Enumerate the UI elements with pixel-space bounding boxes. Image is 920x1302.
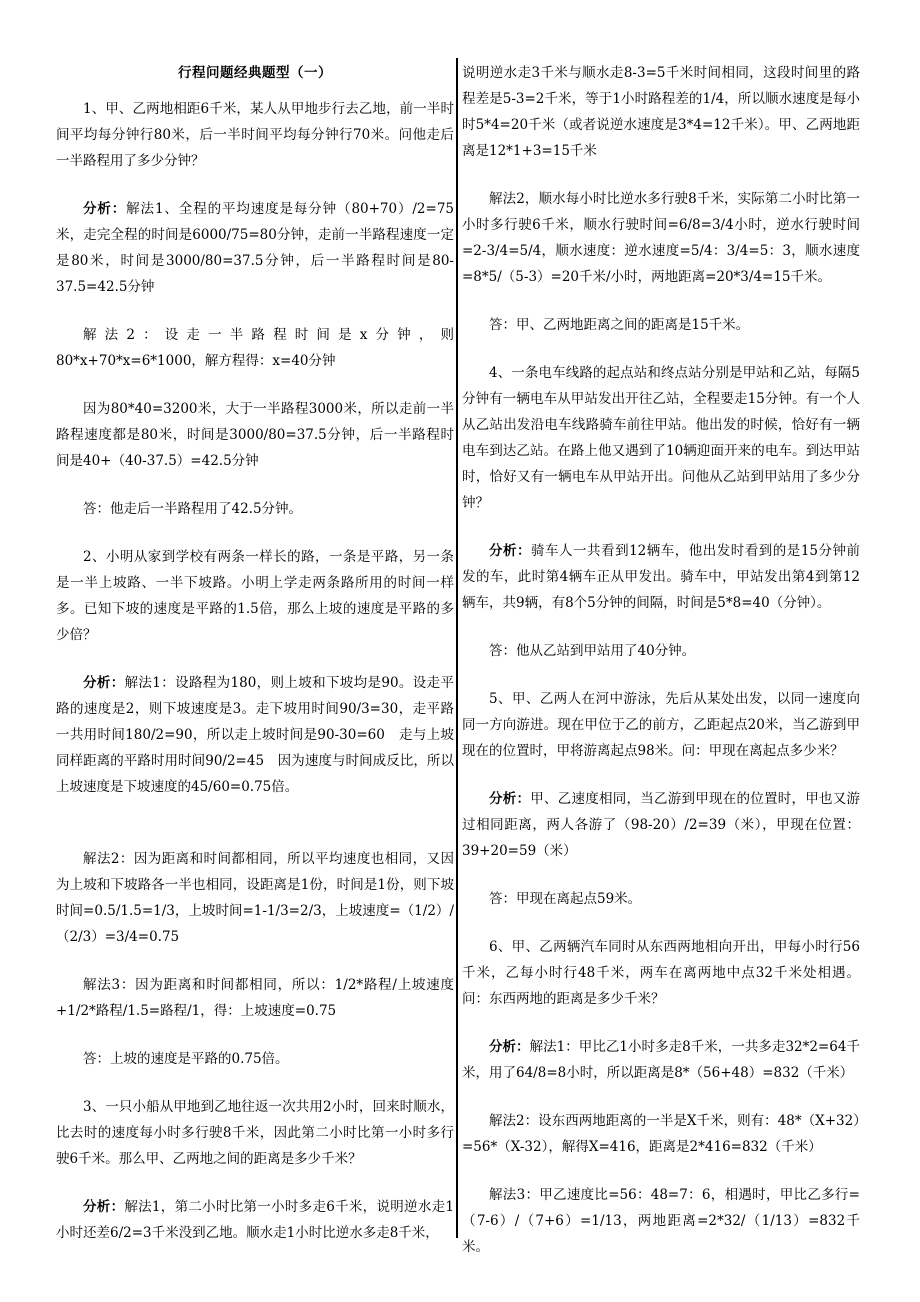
text-paragraph [462,934,860,1012]
text-paragraph [462,312,860,338]
paragraph-gap [462,1086,860,1108]
analysis-label: 分析： [83,201,127,217]
text-paragraph [462,60,860,164]
paragraph-gap [462,1012,860,1034]
paragraph-gap [462,338,860,360]
text-paragraph [56,846,454,950]
paragraph-text: 解法2：设走一半路程时间是x分钟，则80*x+70*x=6*1000，解方程得：x=40分钟 [56,327,454,369]
paragraph-text: 解法1，第二小时比第一小时多走6千米，说明逆水走1小时还差6/2=3千米没到乙地。顺水走1小时比逆水多走8千米， [56,1199,454,1241]
paragraph-text: 答：甲现在离起点59米。 [489,891,642,907]
paragraph-gap [56,300,454,322]
analysis-paragraph [462,1034,860,1086]
right-column-body [462,60,860,1260]
paragraph-text: 解法3：甲乙速度比=56：48=7：6，相遇时，甲比乙多行=（7-6）/（7+6）=1/13，两地距离=2*32/（1/13）=832千米。 [462,1187,860,1255]
left-column-body [56,96,454,1246]
text-paragraph [56,96,454,174]
text-paragraph [462,1108,860,1160]
paragraph-gap [56,522,454,544]
paragraph-text: 5、甲、乙两人在河中游泳，先后从某处出发，以同一速度向同一方向游进。现在甲位于乙的前方，乙距起点20米，当乙游到甲现在的位置时，甲将游离起点98米。问：甲现在离起点多少米？ [462,691,860,759]
paragraph-gap [462,864,860,886]
text-paragraph [56,1094,454,1172]
paragraph-text: 解法1：设路程为180，则上坡和下坡均是90。设走平路的速度是2，则下坡速度是3。走下坡用时间90/3=30，走平路一共用时间180/2=90，所以走上坡时间是90-30=60 走与上坡同样距离的平路时用时间90/2=45 因为速度与时间成反比，所以上坡速度是下坡速度的45/60=0.75倍。 [56,675,454,795]
paragraph-text: 4、一条电车线路的起点站和终点站分别是甲站和乙站，每隔5分钟有一辆电车从甲站发出开往乙站，全程要走15分钟。有一个人从乙站出发沿电车线路骑车前往甲站。他出发的时候，恰好有一辆电车到达乙站。在路上他又遇到了10辆迎面开来的电车。到达甲站时，恰好又有一辆电车从甲站开出。问他从乙站到甲站用了多少分钟？ [462,365,860,511]
paragraph-text: 答：上坡的速度是平路的0.75倍。 [83,1051,289,1067]
paragraph-gap [462,912,860,934]
column-divider [456,58,458,1238]
paragraph-text: 解法1、全程的平均速度是每分钟（80+70）/2=75米，走完全程的时间是6000/75=80分钟，走前一半路程速度一定是80米，时间是3000/80=37.5分钟，后一半路程时间是80-37.5=42.5分钟 [56,201,455,295]
analysis-label: 分析： [489,1039,530,1055]
analysis-label: 分析： [83,675,125,691]
paragraph-text: 解法2：设东西两地距离的一半是X千米，则有：48*（X+32）=56*（X-32），解得X=416，距离是2*416=832（千米） [462,1113,860,1155]
paragraph-text: 解法2，顺水每小时比逆水多行驶8千米，实际第二小时比第一小时多行驶6千米，顺水行驶时间=6/8=3/4小时，逆水行驶时间=2-3/4=5/4，顺水速度：逆水速度=5/4：3/4=5：3，顺水速度=8*5/（5-3）=20千米/小时，两地距离=20*3/4=15千米。 [462,191,860,285]
analysis-label: 分析： [489,543,532,559]
paragraph-text: 甲、乙速度相同，当乙游到甲现在的位置时，甲也又游过相同距离，两人各游了（98-20）/2=39（米），甲现在位置：39+20=59（米） [462,791,860,859]
paragraph-gap [462,764,860,786]
paragraph-gap [56,800,454,846]
text-paragraph [56,1046,454,1072]
paragraph-gap [56,174,454,196]
paragraph-text: 说明逆水走3千米与顺水走8-3=5千米时间相同，这段时间里的路程差是5-3=2千米，等于1小时路程差的1/4，所以顺水速度是每小时5*4=20千米（或者说逆水速度是3*4=12千米）。甲、乙两地距离是12*1+3=15千米 [462,65,860,159]
analysis-label: 分析： [489,791,531,807]
paragraph-text: 解法1：甲比乙1小时多走8千米，一共多走32*2=64千米，用了64/8=8小时，所以距离是8*（56+48）=832（千米） [462,1039,860,1081]
paragraph-gap [56,374,454,396]
text-paragraph [56,496,454,522]
paragraph-text: 解法2：因为距离和时间都相同，所以平均速度也相同，又因为上坡和下坡路各一半也相同，设距离是1份，时间是1份，则下坡时间=0.5/1.5=1/3，上坡时间=1-1/3=2/3，上坡速度=（1/2）/（2/3）=3/4=0.75 [56,851,454,945]
paragraph-gap [56,474,454,496]
text-paragraph [462,360,860,516]
paragraph-text: 6、甲、乙两辆汽车同时从东西两地相向开出，甲每小时行56千米，乙每小时行48千米，两车在离两地中点32千米处相遇。问：东西两地的距离是多少千米？ [462,939,860,1007]
paragraph-text: 解法3：因为距离和时间都相同，所以：1/2*路程/上坡速度+1/2*路程/1.5=路程/1，得：上坡速度=0.75 [56,977,454,1019]
paragraph-text: 因为80*40=3200米，大于一半路程3000米，所以走前一半路程速度都是80米，时间是3000/80=37.5分钟，后一半路程时间是40+（40-37.5）=42.5分钟 [56,401,454,469]
paragraph-gap [56,648,454,670]
paragraph-text: 3、一只小船从甲地到乙地往返一次共用2小时，回来时顺水，比去时的速度每小时多行驶8千米，因此第二小时比第一小时多行驶6千米。那么甲、乙两地之间的距离是多少千米？ [56,1099,454,1167]
text-paragraph [56,322,454,374]
text-paragraph [462,886,860,912]
text-paragraph [56,972,454,1024]
left-column [56,60,454,1246]
paragraph-text: 2、小明从家到学校有两条一样长的路，一条是平路，另一条是一半上坡路、一半下坡路。小明上学走两条路所用的时间一样多。已知下坡的速度是平路的1.5倍，那么上坡的速度是平路的多少倍？ [56,549,454,643]
analysis-paragraph [56,1194,454,1246]
paragraph-gap [462,516,860,538]
analysis-paragraph [56,670,454,800]
paragraph-text: 答：他从乙站到甲站用了40分钟。 [489,643,696,659]
paragraph-text: 答：他走后一半路程用了42.5分钟。 [83,501,303,517]
paragraph-text: 骑车人一共看到12辆车，他出发时看到的是15分钟前发的车，此时第4辆车正从甲发出。骑车中，甲站发出第4到第12辆车，共9辆，有8个5分钟的间隔，时间是5*8=40（分钟）。 [462,543,861,611]
paragraph-gap [56,950,454,972]
paragraph-gap [56,1072,454,1094]
paragraph-gap [56,1172,454,1194]
text-paragraph [56,396,454,474]
paragraph-gap [462,1160,860,1182]
document-title: 行程问题经典题型（一） [178,65,332,81]
text-paragraph [462,638,860,664]
paragraph-gap [462,616,860,638]
text-paragraph [462,686,860,764]
text-paragraph [462,1182,860,1260]
paragraph-gap [462,164,860,186]
paragraph-gap [56,1024,454,1046]
text-paragraph [462,186,860,290]
analysis-paragraph [56,196,454,300]
paragraph-text: 1、甲、乙两地相距6千米，某人从甲地步行去乙地，前一半时间平均每分钟行80米，后一半时间平均每分钟行70米。问他走后一半路程用了多少分钟？ [56,101,454,169]
analysis-label: 分析： [83,1199,125,1215]
analysis-paragraph [462,786,860,864]
text-paragraph [56,544,454,648]
paragraph-text: 答：甲、乙两地距离之间的距离是15千米。 [489,317,750,333]
right-column [462,60,860,1260]
paragraph-gap [462,290,860,312]
analysis-paragraph [462,538,860,616]
paragraph-gap [462,664,860,686]
